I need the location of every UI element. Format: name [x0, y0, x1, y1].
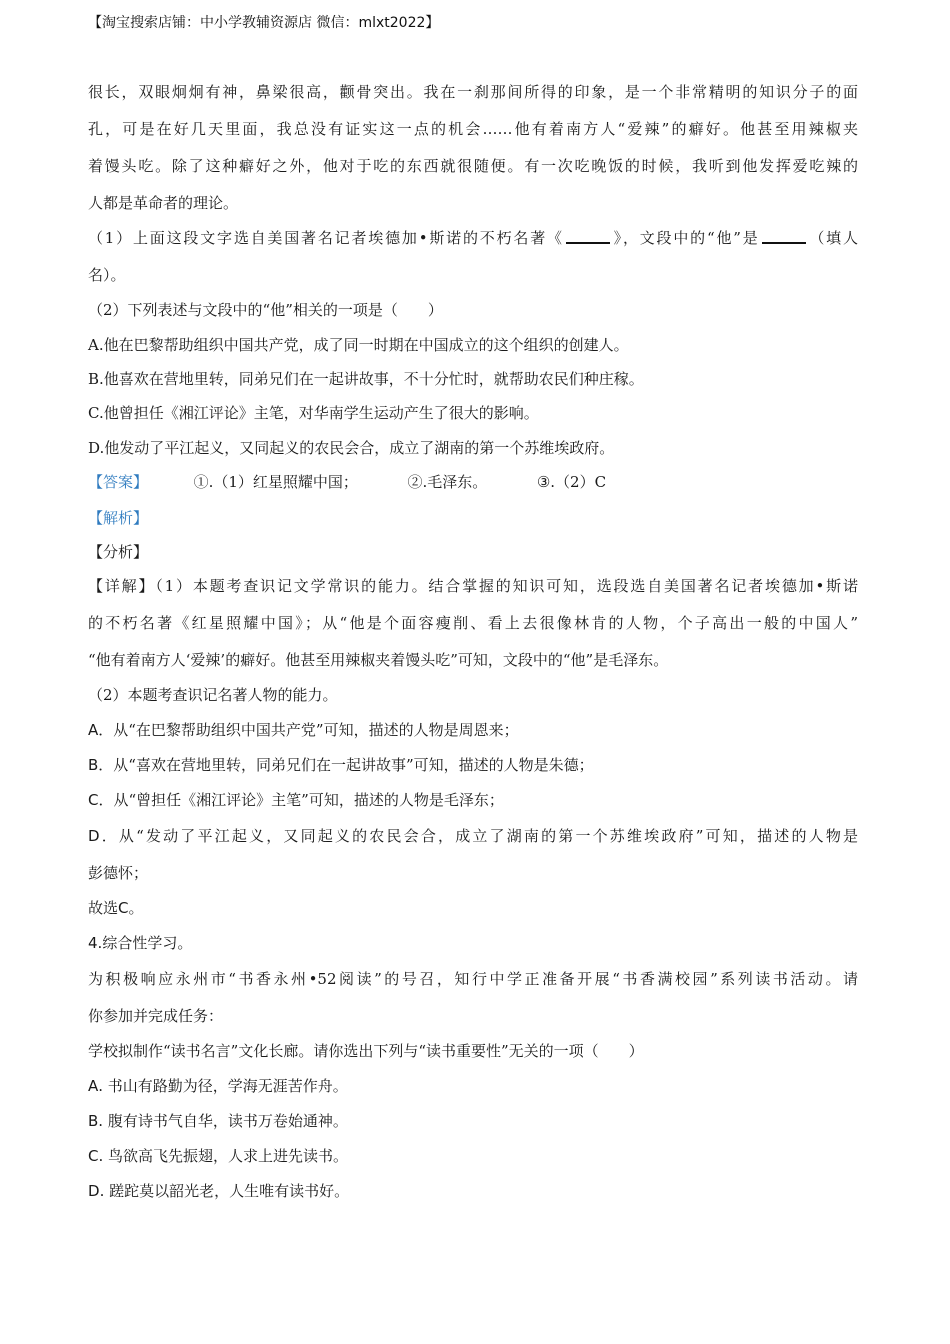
question-4-option-a-letter: A	[88, 1077, 99, 1095]
question-4-option-b-letter: B	[88, 1112, 99, 1130]
page-header: 【淘宝搜索店铺：中小学教辅资源店 微信：mlxt2022】	[88, 15, 440, 31]
question-4-stem: 学校拟制作“读书名言”文化长廊。请你选出下列与“读书重要性”无关的一项（ ）	[88, 1042, 644, 1060]
answer-blank-2[interactable]	[762, 242, 806, 244]
choose-prefix: 故选	[88, 899, 119, 917]
answer-row	[88, 472, 606, 492]
question-2-stem: （2）下列表述与文段中的“他”相关的一项是（ ）	[88, 301, 443, 319]
question-1	[88, 228, 858, 248]
detail-option-c-letter: C	[88, 791, 99, 809]
question-4-option-a-text: . 书山有路勤为径，学海无涯苦作舟。	[98, 1077, 348, 1095]
detail-option-b	[88, 755, 594, 775]
choose-suffix: 。	[128, 899, 144, 917]
passage-line-4: 人都是革命者的理论。	[88, 194, 239, 212]
detail-option-b-text: ．从“喜欢在营地里转，同弟兄们在一起讲故事”可知，描述的人物是朱德；	[98, 756, 594, 774]
answer-item-3: ③.（2）C	[536, 473, 607, 491]
question-2-option-a: A.他在巴黎帮助组织中国共产党，成了同一时期在中国成立的这个组织的创建人。	[88, 336, 629, 354]
detail-option-d-cont: 彭德怀；	[88, 864, 149, 882]
question-4-option-c-text: . 鸟欲高飞先振翅，人求上进先读书。	[98, 1147, 349, 1165]
question-4-option-c-letter: C	[88, 1147, 99, 1165]
question-4-number: 4.	[88, 934, 103, 952]
detail-option-c	[88, 790, 504, 810]
detail-line-1	[88, 576, 858, 596]
detail-option-b-letter: B	[88, 756, 99, 774]
passage-line-1: 很长，双眼炯炯有神，鼻梁很高，颧骨突出。我在一刹那间所得的印象，是一个非常精明的知识分子的面	[88, 83, 858, 101]
detail-option-a-letter: A	[88, 721, 99, 739]
passage-line-2: 孔，可是在好几天里面，我总没有证实这一点的机会……他有着南方人“爱辣”的癖好。他甚至用辣椒夹	[88, 120, 858, 138]
analysis-label: 【解析】	[88, 509, 149, 527]
detail-label: 【详解】	[88, 577, 156, 595]
question-2-option-c: C.他曾担任《湘江评论》主笔，对华南学生运动产生了很大的影响。	[88, 404, 539, 422]
question-1-part2: 》，文段中的“他”是	[611, 229, 760, 247]
answer-label: 【答案】	[88, 473, 149, 491]
detail-line-3: “他有着南方人‘爱辣’的癖好。他甚至用辣椒夹着馒头吃”可知，文段中的“他”是毛泽东。	[88, 651, 669, 669]
detail-line-4: （2）本题考查识记名著人物的能力。	[88, 686, 338, 704]
detail-option-a-text: ．从“在巴黎帮助组织中国共产党”可知，描述的人物是周恩来；	[98, 721, 519, 739]
detail-option-c-text: ．从“曾担任《湘江评论》主笔”可知，描述的人物是毛泽东；	[98, 791, 504, 809]
detail-option-d-text: ．从“发动了平江起义，又同起义的农民会合，成立了湖南的第一个苏维埃政府”可知，描述的人物是	[99, 827, 858, 845]
question-1-part1: （1）上面这段文字选自美国著名记者埃德加•斯诺的不朽名著《	[88, 229, 564, 247]
choose-line	[88, 898, 144, 918]
question-4-title: 综合性学习。	[102, 934, 193, 952]
question-4-option-d-letter: D	[88, 1182, 100, 1200]
question-1-part3: （填人	[807, 229, 858, 247]
answer-blank-1[interactable]	[566, 242, 610, 244]
fenxi-label: 【分析】	[88, 543, 149, 561]
answer-item-2: ②.毛泽东。	[407, 473, 488, 491]
question-1-line-2: 名）。	[88, 266, 126, 284]
question-4-option-a	[88, 1076, 348, 1096]
passage-line-3: 着馒头吃。除了这种癖好之外，他对于吃的东西就很随便。有一次吃晚饭的时候，我听到他发挥爱吃辣的	[88, 157, 858, 175]
question-4-heading	[88, 933, 192, 953]
question-4-option-c	[88, 1146, 348, 1166]
detail-text-1: （1）本题考查识记文学常识的能力。结合掌握的知识可知，选段选自美国著名记者埃德加•斯诺	[155, 577, 858, 595]
question-4-option-d-text: . 蹉跎莫以韶光老，人生唯有读书好。	[99, 1182, 350, 1200]
question-4-intro-2: 你参加并完成任务：	[88, 1007, 224, 1025]
question-4-intro-1: 为积极响应永州市“书香永州•52阅读”的号召，知行中学正准备开展“书香满校园”系列读书活动。请	[88, 970, 858, 988]
question-4-option-d	[88, 1181, 349, 1201]
detail-option-a	[88, 720, 519, 740]
answer-item-1: ①.（1）红星照耀中国；	[193, 473, 358, 491]
detail-option-d	[88, 826, 858, 846]
detail-option-d-letter: D	[88, 827, 100, 845]
question-2-option-b: B.他喜欢在营地里转，同弟兄们在一起讲故事，不十分忙时，就帮助农民们种庄稼。	[88, 370, 644, 388]
detail-line-2: 的不朽名著《红星照耀中国》；从“他是个面容瘦削、看上去很像林肯的人物，个子高出一般的中国人”	[88, 614, 858, 632]
question-2-option-d: D.他发动了平江起义，又同起义的农民会合，成立了湖南的第一个苏维埃政府。	[88, 439, 615, 457]
question-4-option-b	[88, 1111, 348, 1131]
question-4-option-b-text: . 腹有诗书气自华，读书万卷始通神。	[98, 1112, 348, 1130]
choose-letter: C	[118, 899, 129, 917]
